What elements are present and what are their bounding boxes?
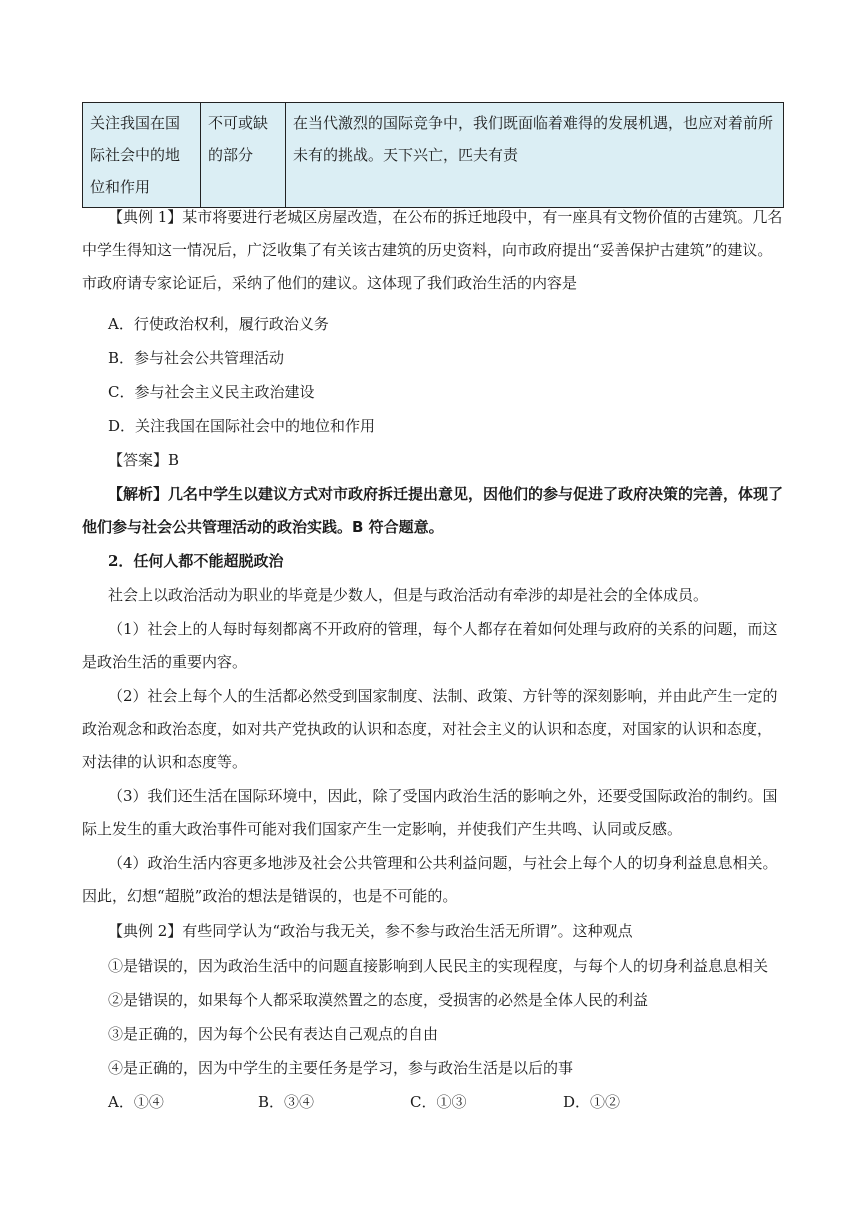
example2-choice-b: B．③④ bbox=[258, 1093, 315, 1111]
example1-option-c: C．参与社会主义民主政治建设 bbox=[108, 383, 315, 401]
section2-intro: 社会上以政治活动为职业的毕竟是少数人，但是与政治活动有牵涉的却是社会的全体成员。 bbox=[108, 586, 709, 604]
section2-heading: 2．任何人都不能超脱政治 bbox=[108, 552, 284, 570]
section2-point-3: （3）我们还生活在国际环境中，因此，除了受国内政治生活的影响之外，还要受国际政治的制约。国际上发生的重大政治事件可能对我们国家产生一定影响，并使我们产生共鸣、认同或反感。 bbox=[82, 787, 778, 838]
example2-statement-3: ③是正确的，因为每个公民有表达自己观点的自由 bbox=[108, 1025, 439, 1043]
table-cell-topic: 关注我国在国际社会中的地位和作用 bbox=[83, 103, 201, 208]
section2-point-1: （1）社会上的人每时每刻都离不开政府的管理，每个人都存在着如何处理与政府的关系的问题，而这是政治生活的重要内容。 bbox=[82, 620, 778, 671]
example2-choice-a: A．①④ bbox=[108, 1093, 164, 1111]
example2-question: 【典例 2】有些同学认为“政治与我无关，参不参与政治生活无所谓”。这种观点 bbox=[108, 922, 633, 940]
table-row bbox=[83, 103, 784, 208]
table-cell-role: 不可或缺的部分 bbox=[201, 103, 286, 208]
example1-option-d: D．关注我国在国际社会中的地位和作用 bbox=[108, 417, 376, 435]
example2-statement-2: ②是错误的，如果每个人都采取漠然置之的态度，受损害的必然是全体人民的利益 bbox=[108, 991, 649, 1009]
example1-option-b: B．参与社会公共管理活动 bbox=[108, 349, 285, 367]
summary-table bbox=[82, 102, 784, 208]
example2-choice-c: C．①③ bbox=[410, 1093, 467, 1111]
example2-statement-1: ①是错误的，因为政治生活中的问题直接影响到人民民主的实现程度，与每个人的切身利益息息相关 bbox=[108, 957, 769, 975]
section2-point-2: （2）社会上每个人的生活都必然受到国家制度、法制、政策、方针等的深刻影响，并由此产生一定的政治观念和政治态度，如对共产党执政的认识和态度，对社会主义的认识和态度，对国家的认识和态度，对法律的认识和态度等。 bbox=[82, 687, 778, 771]
example2-choice-d: D．①② bbox=[563, 1093, 621, 1111]
section2-point-4: （4）政治生活内容更多地涉及社会公共管理和公共利益问题，与社会上每个人的切身利益息息相关。因此，幻想“超脱”政治的想法是错误的，也是不可能的。 bbox=[82, 854, 778, 905]
example2-statement-4: ④是正确的，因为中学生的主要任务是学习，参与政治生活是以后的事 bbox=[108, 1059, 574, 1077]
example1-analysis: 【解析】几名中学生以建议方式对市政府拆迁提出意见，因他们的参与促进了政府决策的完善，体现了他们参与社会公共管理活动的政治实践。B 符合题意。 bbox=[82, 485, 784, 536]
example1-question: 【典例 1】某市将要进行老城区房屋改造，在公布的拆迁地段中，有一座具有文物价值的古建筑。几名中学生得知这一情况后，广泛收集了有关该古建筑的历史资料，向市政府提出“妥善保护古建筑”的建议。市政府请专家论证后，采纳了他们的建议。这体现了我们政治生活的内容是 bbox=[82, 208, 783, 292]
example1-option-a: A．行使政治权利，履行政治义务 bbox=[108, 315, 329, 333]
example1-answer: 【答案】B bbox=[108, 451, 180, 469]
table-cell-description: 在当代激烈的国际竞争中，我们既面临着难得的发展机遇，也应对着前所未有的挑战。天下兴亡，匹夫有责 bbox=[286, 103, 784, 208]
